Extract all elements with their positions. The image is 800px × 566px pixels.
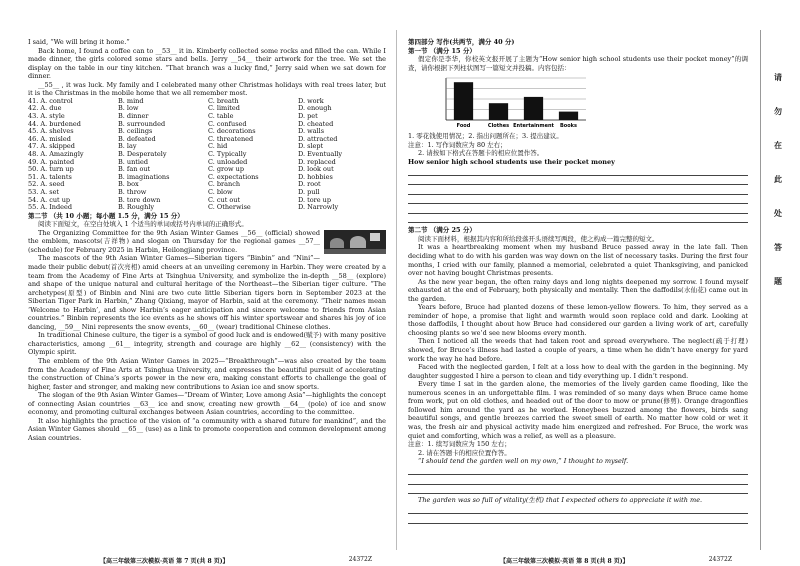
option-cell: B. fan out [118,166,151,174]
answer-line [408,176,748,186]
option-cell: D. tore up [298,196,332,204]
option-cell: 54. A. cut up [28,196,71,204]
option-cell: D. hobbies [298,173,333,181]
sidebar-char: 处 [774,208,782,218]
option-cell: 46. A. misled [28,135,71,143]
section1-point: 1. 零花钱使用情况；2. 指出问题所在；3. 提出建议。 [408,132,563,141]
option-cell: D. Narrowly [298,204,339,212]
answer-line [408,195,748,205]
x-tick-label: Books [560,123,577,130]
option-cell: 49. A. painted [28,158,75,166]
footer-label: 【高三年级第三次模拟·英语 第 8 页(共 8 页)】 [500,558,629,565]
bar-chart-svg [438,74,588,130]
option-cell: B. untied [118,158,148,166]
option-cell: 52. A. seed [28,181,65,189]
option-cell: C. decorations [208,128,256,136]
asian-games-mascot-photo [324,230,386,254]
option-cell: C. breath [208,97,239,105]
sidebar-char: 答 [774,242,782,252]
option-cell: 47. A. skipped [28,143,75,151]
footer-code: 24372Z [348,556,372,563]
answer-line [408,204,748,214]
option-cell: B. throw [118,188,147,196]
answer-line [408,505,748,515]
sidebar-char: 题 [774,276,782,286]
story-paragraph: Every time I sat in the garden alone, the memories of the lively garden came flooding, like the numerous scenes in an unforgettable film. I was reminded of so many days when Bruce came home from work, put on old clothes, and headed out of the door to mow or prune(修剪). Orange dragonflies followed him around the yard as he worked. Honeybees buzzed among the flowers, birds sang beautiful songs, and gentle breezes carried the sweet smell of earth. No matter how cold or wet it was, the fresh air and physical activity made him energized and refreshed. For Bruce, the work was quiet and comforting, which was a relief, as well as a pleasure. [408,380,748,440]
x-tick-label: Entertainment [513,123,554,130]
bar-books [559,112,578,120]
option-cell: D. walls [298,128,325,136]
option-cell: B. box [118,181,139,189]
answer-line [408,166,748,176]
section1-note: 2. 请按如下格式在答题卡的相应位置作答。 [418,149,544,158]
option-cell: 43. A. style [28,113,65,121]
option-cell: B. ceilings [118,128,153,136]
option-cell: 51. A. talents [28,173,72,181]
option-cell: C. unloaded [208,158,248,166]
option-cell: B. Roughly [118,204,155,212]
paragraph1-opening: “I should tend the garden well on my own,” I thought to myself. [418,457,629,466]
option-cell: 42. A. due [28,105,62,113]
story-paragraph: Faced with the neglected garden, I felt at a loss how to deal with the garden in the beginning. My daughter suggested I hire a person to clean and tidy everything up. I didn’t respond. [408,363,748,380]
answer-line [408,475,748,485]
option-cell: C. grow up [208,166,245,174]
x-tick-label: Food [456,123,471,130]
option-cell: C. Typically [208,150,247,158]
answer-line [408,514,748,524]
answer-line [408,185,748,195]
option-cell: C. confused [208,120,247,128]
option-cell: C. table [208,113,234,121]
passage-line: __55__ , it was luck. My family and I celebrated many other Christmas holidays with real trees later, but it is the Christmas in the mobile home that we all remember most. [28,80,386,98]
option-cell: D. slept [298,143,324,151]
footer-label: 【高三年级第三次模拟·英语 第 7 页(共 8 页)】 [100,558,229,565]
answer-line [408,214,748,224]
answer-line [408,466,748,476]
option-cell: B. Desperately [118,150,167,158]
option-cell: D. cheated [298,120,334,128]
option-cell: 55. A. Indeed [28,204,72,212]
option-cell: C. Otherwise [208,204,251,212]
binding-margin-notice [768,60,788,298]
story-paragraph: Then I noticed all the weeds that had taken root and spread everywhere. The neglect(疏于打理) showed, for Bruce’s illness had lasted a couple of years, a time when he didn’t have energy for yard work the way he had before. [408,337,748,363]
bar-entertainment [524,97,543,120]
section2-heading: 第二节 （满分 25 分） [408,226,476,235]
x-tick-label: Clothes [487,123,510,130]
option-cell: B. imaginations [118,173,170,181]
section1-note: 注意：1. 写作词数应为 80 左右； [408,140,507,149]
option-cell: B. low [118,105,139,113]
cloze-passage-end [28,38,386,98]
story-paragraph: As the new year began, the often rainy days and long nights deepened my sorrow. I found myself exhausted at the end of February, both physically and mentally. Then the daffodils(水仙花) came out in the garden. [408,277,748,303]
option-cell: D. work [298,97,324,105]
option-cell: C. blow [208,188,233,196]
paragraph2-opening: The garden was so full of vitality(生机) that I expected others to appreciate it with me. [418,496,703,505]
option-cell: D. pull [298,188,320,196]
right-page [400,0,752,566]
passage-paragraph: The Organizing Committee for the 9th Asian Winter Games __56__ (official) showed the emblem, mascots(吉祥物) and slogan on Thursday for the regional games __57__ (schedule) for February 2025 in Harbin, Heilongjiang province. [28,228,320,254]
section2-heading: 第二节 （共 10 小题；每小题 1.5 分，满分 15 分） [28,211,184,220]
essay-title: How senior high school students use their pocket money [408,157,615,166]
option-cell: C. cut out [208,196,241,204]
binding-line [760,30,761,550]
story-paragraph: It was a heartbreaking moment when my husband Bruce passed away in the late fall. Then deciding what to do with his garden was way down on the list of necessary tasks. During the first four months, I cried with our family, planned a memorial, celebrated a quiet Thanksgiving, and panicked over not having bought Christmas presents. [408,243,748,278]
sidebar-char: 此 [774,174,782,184]
story-paragraph: Years before, Bruce had planted dozens of these lemon-yellow flowers. To him, they served as a reminder of hope, a promise that light and warmth would soon replace cold and dark. Looking at those daffodils, I thought about how Bruce had considered our garden a living work of art, carefully choosing plants so we’d see new blooms every month. [408,303,748,337]
option-cell: C. branch [208,181,241,189]
answer-line [408,485,748,495]
section2-instruction: 阅读下面短文，在空白处填入 1 个适当的单词或括号内单词的正确形式。 [38,220,248,229]
option-cell: 44. A. burdened [28,120,81,128]
option-cell: B. dinner [118,113,149,121]
footer-code: 24372Z [708,556,732,563]
option-cell: D. replaced [298,158,336,166]
option-cell: B. lay [118,143,137,151]
option-cell: D. look out [298,166,334,174]
bar-clothes [489,103,508,120]
pocket-money-bar-chart [438,74,588,130]
option-cell: D. enough [298,105,332,113]
option-cell: C. hid [208,143,228,151]
option-cell: D. attracted [298,135,338,143]
option-cell: 45. A. shelves [28,128,74,136]
continuation-note: 注意：1. 续写词数应为 150 左右； [408,440,511,449]
passage-line: I said, “We will bring it home.” [28,38,130,46]
option-cell: 50. A. turn up [28,166,74,174]
option-cell: D. pet [298,113,318,121]
passage-paragraph: The mascots of the 9th Asian Winter Games—Siberian tigers “Binbin” and “Nini”—made their public debut(首次亮相) amid cheers at an unveiling ceremony in Harbin. They were created by a team from the Academy of Fine Arts at Tsinghua University, and symbolize the in-depth __58__ (explore) and shape of the unique natural and cultural heritage of the Northeast—the Siberian tiger culture. “The archetypes(原型) of Binbin and Nini are two cute little Siberian tigers born in September 2023 at the Siberian Tiger Park in Harbin,” Zhang Qixiang, mayor of Harbin, said at the ceremony. “Their names mean ‘Welcome to Harbin’, and show Harbin’s eager anticipation and sincere welcome to friends from Asian countries.” Binbin represents the ice events as he shows off his winter sportswear and shares his joy of ice dancing, __59__ Nini represents the snow events, __60__ (wear) traditional Chinese clothes. [28,254,386,331]
option-cell: 48. A. Amazingly [28,150,84,158]
sidebar-char: 勿 [774,106,782,116]
sidebar-char: 在 [774,140,782,150]
option-cell: B. defeated [118,135,156,143]
option-cell: B. tore down [118,196,161,204]
continuation-note: 2. 请在答题卡的相应位置作答。 [418,448,511,457]
option-cell: B. surrounded [118,120,166,128]
option-cell: C. threatened [208,135,254,143]
passage-paragraph: It also highlights the practice of the vision of “a community with a shared future for mankind”, and the Asian Winter Games should __65__ (use) as a link to promote cooperation and common development among Asian countries. [28,416,386,442]
cloze-options [28,98,386,212]
passage-paragraph: The emblem of the 9th Asian Winter Games in 2025—“Breakthrough”—was also created by the team from the Academy of Fine Arts at Tsinghua University, and expresses the beautiful pursuit of accelerating the construction of China’s sports power in the new era, making constant efforts to challenge the goal of higher, faster and stronger, and making new contributions to Asian ice and snow sports. [28,357,386,391]
option-cell: D. Eventually [298,150,343,158]
option-cell: C. expectations [208,173,259,181]
section1-prompt: 假定你是李华，你校英文报开展了主题为“How senior high school students use their pocket money”的调查，请你根据下列柱状图写一篇短文并投稿。内容包括： [408,55,748,72]
page-divider [396,30,397,550]
left-page [0,0,392,566]
sidebar-char: 请 [774,72,782,82]
part4-heading: 第四部分 写作(共两节，满分 40 分) [408,38,515,46]
section1-heading: 第一节 （满分 15 分） [408,46,476,55]
option-cell: 41. A. control [28,97,73,105]
option-cell: D. root [298,181,321,189]
passage-paragraph: In traditional Chinese culture, the tiger is a symbol of good luck and is endowed(赋予) with many positive characteristics, among __61__ integrity, strength and courage are highly __62__ (consistency) with the Olympic spirit. [28,331,386,357]
passage-paragraph: The slogan of the 9th Asian Winter Games—“Dream of Winter, Love among Asia”—highlights the concept of connecting Asian countries __63__ ice and snow, creating new growth __64__ (pole) of ice and snow economy, and promoting cultural exchanges between Asian countries, according to the committee. [28,391,386,417]
option-cell: 53. A. set [28,188,60,196]
passage-line: Back home, I found a coffee can to __53__ it in. Kimberly collected some rocks and filled the can. While I made dinner, the girls colored some stars and bells. Jerry __54__ their artwork for the tree. We set the display on the table in our tiny kitchen. “That branch was a lucky find,” Jerry said when we sat down for dinner. [28,46,386,81]
bar-food [454,82,473,120]
option-cell: C. limited [208,105,240,113]
section2-instruction: 阅读下面材料，根据其内容和所给段落开头语续写两段，使之构成一篇完整的短文。 [418,234,659,243]
option-cell: B. mind [118,97,144,105]
